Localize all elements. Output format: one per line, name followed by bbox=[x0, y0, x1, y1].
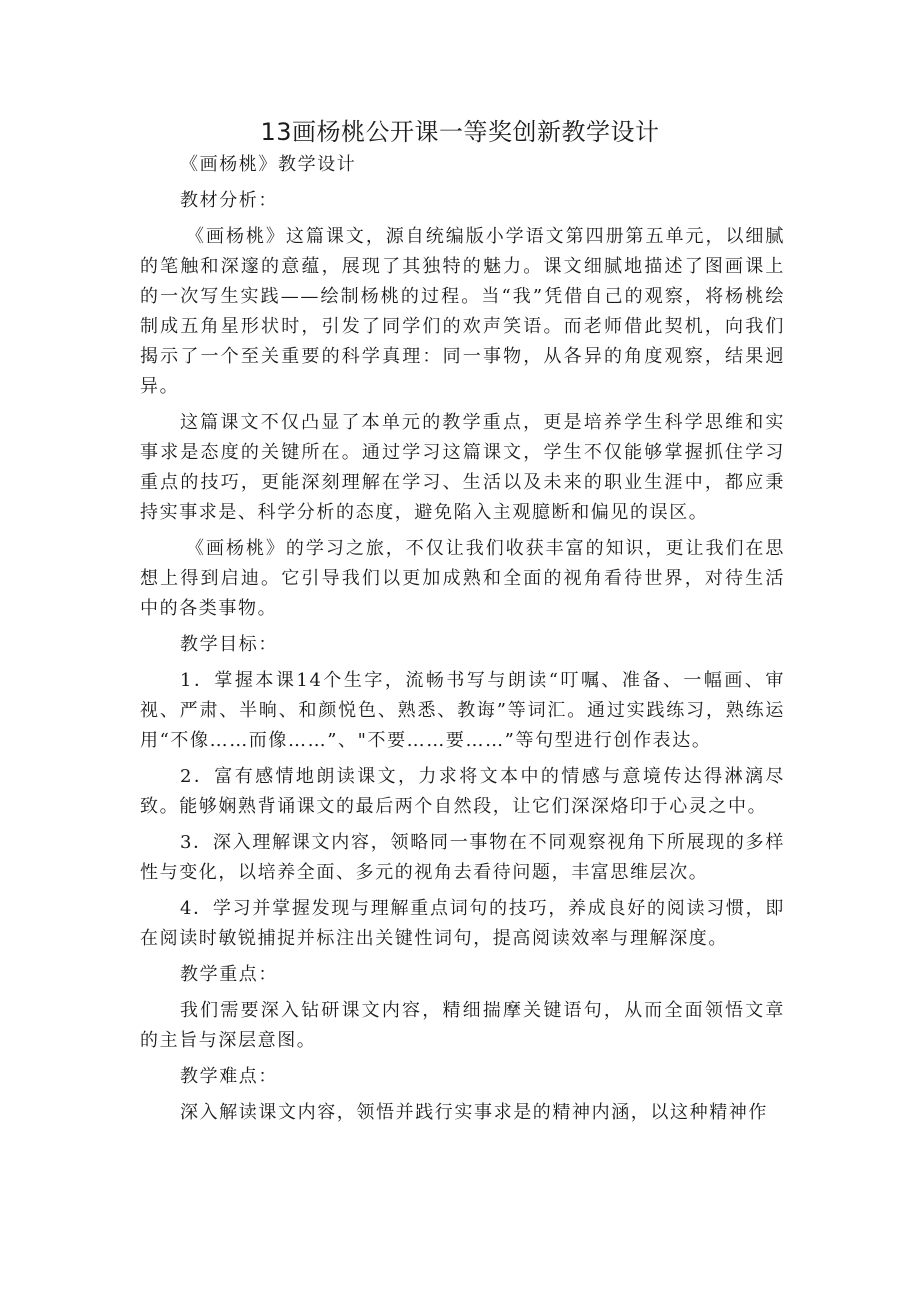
analysis-paragraph-1: 《画杨桃》这篇课文，源自统编版小学语文第四册第五单元，以细腻的笔触和深邃的意蕴，展现了其独特的魅力。课文细腻地描述了图画课上的一次写生实践——绘制杨桃的过程。当“我”凭借自己的观察，将杨桃绘制成五角星形状时，引发了同学们的欢声笑语。而老师借此契机，向我们揭示了一个至关重要的科学真理：同一事物，从各异的角度观察，结果迥异。 bbox=[140, 226, 785, 397]
analysis-heading: 教材分析： bbox=[180, 190, 278, 211]
goal-item-4: 4．学习并掌握发现与理解重点词句的技巧，养成良好的阅读习惯，即在阅读时敏锐捕捉并标注出关键性词句，提高阅读效率与理解深度。 bbox=[140, 898, 785, 949]
document-title: 13画杨桃公开课一等奖创新教学设计 bbox=[260, 118, 660, 146]
document-body bbox=[140, 150, 785, 1134]
key-points-text: 我们需要深入钻研课文内容，精细揣摩关键语句，从而全面领悟文章的主旨与深层意图。 bbox=[140, 1000, 785, 1051]
goal-item-2: 2．富有感情地朗读课文，力求将文本中的情感与意境传达得淋漓尽致。能够娴熟背诵课文的最后两个自然段，让它们深深烙印于心灵之中。 bbox=[140, 766, 785, 817]
key-points-heading: 教学重点： bbox=[180, 964, 278, 985]
difficulty-text: 深入解读课文内容，领悟并践行实事求是的精神内涵，以这种精神作 bbox=[180, 1102, 768, 1123]
goals-heading: 教学目标： bbox=[180, 634, 278, 655]
analysis-paragraph-3: 《画杨桃》的学习之旅，不仅让我们收获丰富的知识，更让我们在思想上得到启迪。它引导我们以更加成熟和全面的视角看待世界，对待生活中的各类事物。 bbox=[140, 538, 785, 619]
subtitle: 《画杨桃》教学设计 bbox=[180, 154, 357, 175]
goal-item-3: 3．深入理解课文内容，领略同一事物在不同观察视角下所展现的多样性与变化，以培养全面、多元的视角去看待问题，丰富思维层次。 bbox=[140, 832, 785, 883]
difficulty-heading: 教学难点： bbox=[180, 1066, 278, 1087]
goal-item-1: 1．掌握本课14个生字，流畅书写与朗读“叮嘱、准备、一幅画、审视、严肃、半晌、和颜悦色、熟悉、教诲”等词汇。通过实践练习，熟练运用“不像……而像……”、"不要……要……”等句型进行创作表达。 bbox=[140, 670, 785, 751]
analysis-paragraph-2: 这篇课文不仅凸显了本单元的教学重点，更是培养学生科学思维和实事求是态度的关键所在。通过学习这篇课文，学生不仅能够掌握抓住学习重点的技巧，更能深刻理解在学习、生活以及未来的职业生涯中，都应秉持实事求是、科学分析的态度，避免陷入主观臆断和偏见的误区。 bbox=[140, 412, 785, 523]
